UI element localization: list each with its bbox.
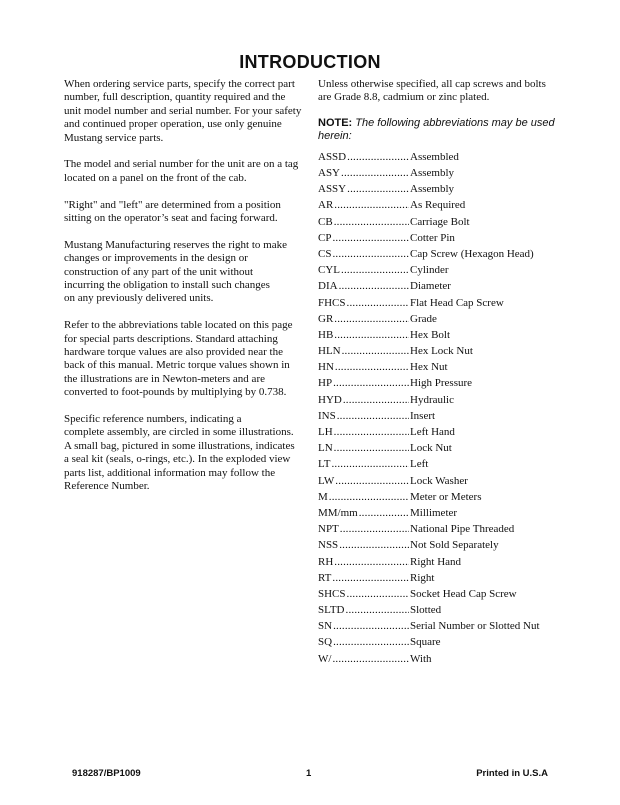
abbreviation-row xyxy=(318,199,568,215)
abbreviation-code: ASSD xyxy=(318,150,347,163)
abbreviation-code: SHCS xyxy=(318,587,346,600)
abbreviation-meaning: Slotted xyxy=(410,604,442,617)
paragraph-line: A small bag, pictured in some illustrations, indicates xyxy=(64,439,295,452)
dot-leader xyxy=(329,491,409,504)
abbreviation-meaning: High Pressure xyxy=(410,377,473,390)
dot-leader xyxy=(334,216,409,229)
abbreviation-row xyxy=(318,361,568,377)
abbreviation-lead xyxy=(318,345,410,358)
paragraph-line: the illustrations are in Newton-meters and are xyxy=(64,372,265,385)
abbreviation-meaning: Hydraulic xyxy=(410,393,454,406)
dot-leader xyxy=(346,604,410,617)
dot-leader xyxy=(347,151,409,164)
dot-leader xyxy=(332,232,409,245)
abbreviation-lead xyxy=(318,458,410,471)
right-column xyxy=(318,78,568,669)
grade-note-line: Unless otherwise specified, all cap screws and bolts xyxy=(318,78,546,90)
paragraph-line: Reference Number. xyxy=(64,480,150,493)
abbreviation-meaning: Serial Number or Slotted Nut xyxy=(410,620,540,633)
dot-leader xyxy=(340,523,409,536)
abbreviation-row xyxy=(318,653,568,669)
abbreviation-row xyxy=(318,442,568,458)
dot-leader xyxy=(342,345,409,358)
abbreviation-code: HP xyxy=(318,377,333,390)
dot-leader xyxy=(339,539,409,552)
dot-leader xyxy=(334,329,409,342)
abbreviation-lead xyxy=(318,377,410,390)
abbreviation-lead xyxy=(318,313,410,326)
intro-paragraph xyxy=(64,158,304,185)
abbreviation-code: RT xyxy=(318,571,332,584)
abbreviation-lead xyxy=(318,556,410,569)
abbreviation-row xyxy=(318,216,568,232)
abbreviation-meaning: Square xyxy=(410,636,441,649)
abbreviation-row xyxy=(318,345,568,361)
dot-leader xyxy=(333,377,409,390)
paragraph-line: parts list, additional information may follow the xyxy=(64,466,276,479)
abbreviation-meaning: Assembly xyxy=(410,183,454,196)
abbreviation-row xyxy=(318,491,568,507)
abbreviation-code: DIA xyxy=(318,280,338,293)
abbreviation-row xyxy=(318,377,568,393)
paragraph-line: hardware torque values are also provided near the xyxy=(64,346,283,359)
abbreviation-lead xyxy=(318,199,410,212)
abbreviation-meaning: Insert xyxy=(410,409,436,422)
abbreviation-lead xyxy=(318,248,410,261)
abbreviation-code: MM/mm xyxy=(318,506,358,519)
abbreviation-row xyxy=(318,572,568,588)
paragraph-line: for special parts descriptions. Standard attaching xyxy=(64,332,278,345)
abbreviation-meaning: Lock Washer xyxy=(410,474,468,487)
abbreviation-code: INS xyxy=(318,409,336,422)
abbreviation-meaning: As Required xyxy=(410,199,466,212)
abbreviation-meaning: Hex Lock Nut xyxy=(410,345,473,358)
abbreviation-lead xyxy=(318,475,410,488)
abbreviation-lead xyxy=(318,572,410,585)
abbreviation-code: SLTD xyxy=(318,604,345,617)
dot-leader xyxy=(359,507,409,520)
abbreviation-code: NSS xyxy=(318,539,339,552)
abbreviation-code: ASY xyxy=(318,167,341,179)
paragraph-line: unit model number and serial number. For your safety xyxy=(64,104,302,117)
abbreviation-meaning: Cylinder xyxy=(410,264,449,277)
paragraph-line: construction of any part of the unit without xyxy=(64,265,254,278)
note-text: The following abbreviations may be used xyxy=(352,116,555,129)
abbreviation-row xyxy=(318,297,568,313)
intro-paragraph xyxy=(64,413,304,493)
abbreviation-lead xyxy=(318,604,410,617)
abbreviation-code: LN xyxy=(318,442,333,455)
abbreviation-meaning: Millimeter xyxy=(410,506,458,519)
abbreviation-row xyxy=(318,523,568,539)
paragraph-line: a seal kit (seals, o-rings, etc.). In the exploded view xyxy=(64,453,291,466)
abbreviation-lead xyxy=(318,620,410,633)
abbreviation-row xyxy=(318,604,568,620)
abbreviation-code: HN xyxy=(318,361,334,374)
abbreviation-meaning: Carriage Bolt xyxy=(410,215,470,228)
abbreviation-lead xyxy=(318,167,410,180)
note-text: herein: xyxy=(318,129,352,142)
abbreviation-lead xyxy=(318,588,410,601)
abbreviation-code: LT xyxy=(318,458,331,471)
page-title: INTRODUCTION xyxy=(239,52,381,72)
dot-leader xyxy=(335,361,409,374)
abbreviation-row xyxy=(318,556,568,572)
abbreviation-row xyxy=(318,329,568,345)
abbreviation-lead xyxy=(318,442,410,455)
abbreviation-lead xyxy=(318,151,410,164)
abbreviation-row xyxy=(318,458,568,474)
abbreviation-meaning: Assembly xyxy=(410,167,454,179)
abbreviation-code: SN xyxy=(318,620,333,633)
abbreviation-row xyxy=(318,151,568,167)
abbreviation-lead xyxy=(318,361,410,374)
abbreviation-lead xyxy=(318,329,410,342)
abbreviation-lead xyxy=(318,297,410,310)
abbreviation-lead xyxy=(318,491,410,504)
abbreviation-code: W/ xyxy=(318,652,332,665)
abbreviation-note xyxy=(318,117,568,143)
abbreviation-lead xyxy=(318,280,410,293)
intro-paragraph xyxy=(64,78,304,145)
abbreviation-lead xyxy=(318,426,410,439)
abbreviation-row xyxy=(318,475,568,491)
abbreviation-code: SQ xyxy=(318,636,333,649)
abbreviation-meaning: With xyxy=(410,652,432,665)
grade-note xyxy=(318,78,568,105)
dot-leader xyxy=(337,410,409,423)
abbreviation-code: FHCS xyxy=(318,296,346,309)
intro-paragraph xyxy=(64,199,304,226)
abbreviation-lead xyxy=(318,539,410,552)
abbreviation-code: HLN xyxy=(318,345,341,358)
abbreviation-meaning: Lock Nut xyxy=(410,442,452,455)
abbreviation-row xyxy=(318,280,568,296)
abbreviation-lead xyxy=(318,232,410,245)
abbreviation-code: GR xyxy=(318,312,334,325)
abbreviation-meaning: Hex Bolt xyxy=(410,328,451,341)
abbreviation-lead xyxy=(318,216,410,229)
dot-leader xyxy=(332,653,409,666)
dot-leader xyxy=(333,620,409,633)
dot-leader xyxy=(347,297,409,310)
paragraph-line: on any previously delivered units. xyxy=(64,292,214,305)
dot-leader xyxy=(331,458,409,471)
abbreviation-code: HB xyxy=(318,328,334,341)
page-footer xyxy=(0,768,620,782)
paragraph-line: number, full description, quantity required and the xyxy=(64,91,286,104)
paragraph-line: Refer to the abbreviations table located on this page xyxy=(64,319,293,332)
abbreviation-row xyxy=(318,539,568,555)
abbreviation-code: CS xyxy=(318,247,332,260)
abbreviation-row xyxy=(318,313,568,329)
abbreviation-row xyxy=(318,636,568,652)
abbreviation-meaning: Hex Nut xyxy=(410,361,448,374)
abbreviation-code: CYL xyxy=(318,264,340,277)
abbreviation-list xyxy=(318,151,568,669)
dot-leader xyxy=(347,183,409,196)
intro-paragraph xyxy=(64,319,304,399)
dot-leader xyxy=(347,588,409,601)
paragraph-line: The model and serial number for the unit are on a tag xyxy=(64,158,299,171)
abbreviation-meaning: National Pipe Threaded xyxy=(410,523,515,536)
dot-leader xyxy=(332,572,409,585)
paragraph-line: located on a panel on the front of the cab. xyxy=(64,171,247,184)
dot-leader xyxy=(332,248,409,261)
abbreviation-code: AR xyxy=(318,199,334,212)
document-number: 918287/BP1009 xyxy=(72,768,141,779)
dot-leader xyxy=(334,199,409,212)
abbreviation-meaning: Right Hand xyxy=(410,555,462,568)
paragraph-line: When ordering service parts, specify the correct part xyxy=(64,78,295,90)
abbreviation-meaning: Socket Head Cap Screw xyxy=(410,587,517,600)
abbreviation-meaning: Cotter Pin xyxy=(410,231,455,244)
abbreviation-meaning: Cap Screw (Hexagon Head) xyxy=(410,247,534,260)
abbreviation-row xyxy=(318,620,568,636)
abbreviation-lead xyxy=(318,183,410,196)
abbreviation-code: HYD xyxy=(318,393,342,406)
abbreviation-code: ASSY xyxy=(318,183,347,196)
paragraph-line: converted to foot-pounds by multiplying by 0.738. xyxy=(64,386,287,399)
abbreviation-meaning: Meter or Meters xyxy=(410,490,482,503)
abbreviation-code: LW xyxy=(318,474,335,487)
abbreviation-lead xyxy=(318,410,410,423)
paragraph-line: "Right" and "left" are determined from a position xyxy=(64,198,281,211)
intro-paragraph xyxy=(64,239,304,306)
note-label: NOTE: xyxy=(318,116,353,129)
abbreviation-code: M xyxy=(318,490,328,503)
abbreviation-row xyxy=(318,183,568,199)
abbreviation-meaning: Grade xyxy=(410,312,437,325)
dot-leader xyxy=(334,426,409,439)
abbreviation-row xyxy=(318,410,568,426)
abbreviation-meaning: Not Sold Separately xyxy=(410,539,499,552)
abbreviation-code: NPT xyxy=(318,523,339,536)
abbreviation-row xyxy=(318,232,568,248)
paragraph-line: Specific reference numbers, indicating a xyxy=(64,413,242,426)
grade-note-line: are Grade 8.8, cadmium or zinc plated. xyxy=(318,91,490,104)
abbreviation-meaning: Diameter xyxy=(410,280,451,293)
abbreviation-meaning: Left Hand xyxy=(410,426,455,438)
abbreviation-lead xyxy=(318,636,410,649)
abbreviation-row xyxy=(318,426,568,442)
paragraph-line: complete assembly, are circled in some illustrations. xyxy=(64,426,294,439)
dot-leader xyxy=(334,556,409,569)
abbreviation-lead xyxy=(318,507,410,520)
abbreviation-lead xyxy=(318,264,410,277)
abbreviation-meaning: Assembled xyxy=(410,150,459,163)
paragraph-line: incurring the obligation to install such changes xyxy=(64,279,270,292)
abbreviation-row xyxy=(318,507,568,523)
abbreviation-row xyxy=(318,264,568,280)
dot-leader xyxy=(341,264,409,277)
paragraph-line: back of this manual. Metric torque values shown in xyxy=(64,359,290,372)
paragraph-line: changes or improvements in the design or xyxy=(64,252,248,265)
dot-leader xyxy=(343,394,409,407)
abbreviation-row xyxy=(318,588,568,604)
abbreviation-code: LH xyxy=(318,426,333,438)
dot-leader xyxy=(341,167,409,180)
abbreviation-row xyxy=(318,248,568,264)
abbreviation-meaning: Right xyxy=(410,571,435,584)
paragraph-line: Mustang Manufacturing reserves the right to make xyxy=(64,238,287,251)
dot-leader xyxy=(339,280,409,293)
dot-leader xyxy=(334,442,409,455)
left-column xyxy=(64,78,304,507)
page-number: 1 xyxy=(306,768,312,779)
dot-leader xyxy=(334,313,409,326)
abbreviation-code: CP xyxy=(318,231,332,244)
abbreviation-lead xyxy=(318,394,410,407)
paragraph-line: and continued proper operation, use only genuine xyxy=(64,118,282,131)
printed-in: Printed in U.S.A xyxy=(476,768,548,779)
abbreviation-row xyxy=(318,394,568,410)
paragraph-line: sitting on the operator’s seat and facing forward. xyxy=(64,212,278,225)
abbreviation-row xyxy=(318,167,568,183)
abbreviation-lead xyxy=(318,653,410,666)
abbreviation-lead xyxy=(318,523,410,536)
abbreviation-meaning: Flat Head Cap Screw xyxy=(410,296,504,309)
abbreviation-meaning: Left xyxy=(410,458,429,471)
paragraph-line: Mustang service parts. xyxy=(64,131,164,144)
dot-leader xyxy=(333,636,409,649)
abbreviation-code: RH xyxy=(318,555,334,568)
abbreviation-code: CB xyxy=(318,215,333,228)
dot-leader xyxy=(335,475,409,488)
